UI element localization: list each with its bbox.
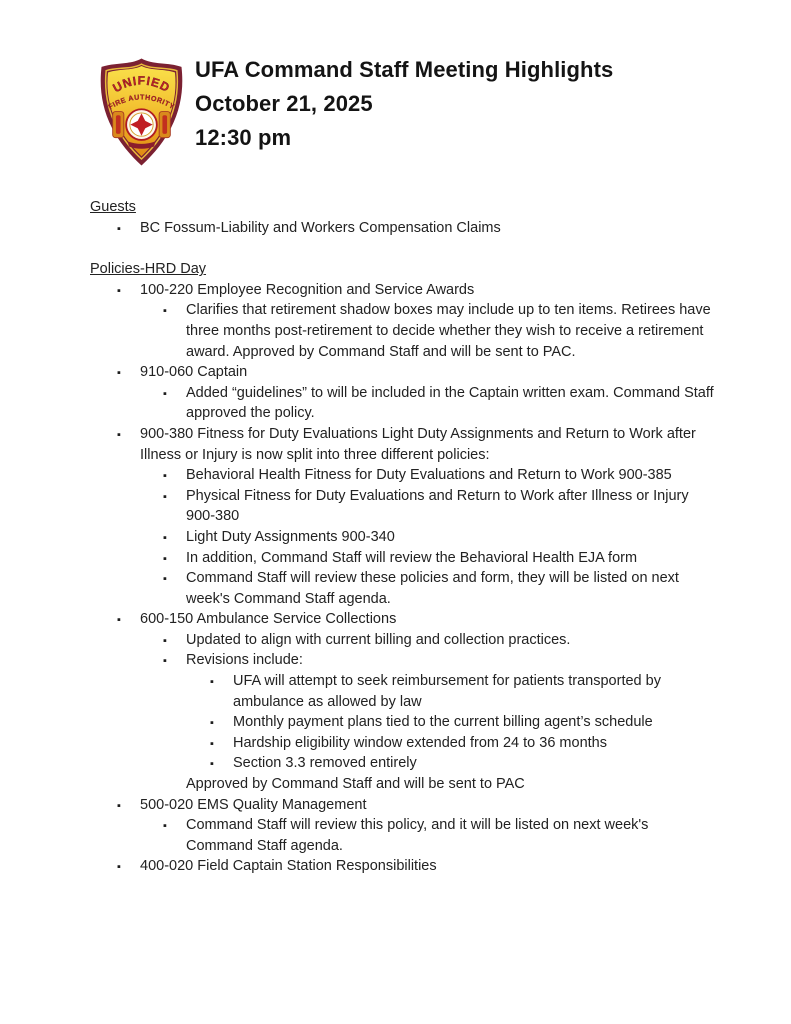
- bullet-icon: ▪: [163, 490, 167, 503]
- list-item: [90, 630, 718, 651]
- list-item: [90, 671, 718, 712]
- bullet-icon: ▪: [163, 305, 167, 318]
- bullet-icon: ▪: [210, 737, 214, 750]
- list-item-text: 900-380 Fitness for Duty Evaluations Light Duty Assignments and Return to Work after Illness or Injury is now split into three different policies:: [140, 425, 696, 463]
- bullet-icon: ▪: [163, 655, 167, 668]
- list-item-text: Monthly payment plans tied to the current billing agent’s schedule: [233, 714, 653, 731]
- bullet-icon: ▪: [210, 758, 214, 771]
- document-body: [90, 197, 718, 877]
- bullet-icon: ▪: [117, 222, 121, 235]
- bullet-icon: ▪: [117, 861, 121, 874]
- list-item-text: Section 3.3 removed entirely: [233, 755, 417, 772]
- list-item: [90, 650, 718, 671]
- bullet-icon: ▪: [210, 717, 214, 730]
- logo-arc-top-text: UNIFIED: [110, 73, 173, 96]
- bullet-icon: ▪: [163, 531, 167, 544]
- bullet-icon: ▪: [163, 387, 167, 400]
- bullet-icon: ▪: [163, 820, 167, 833]
- list-item: [90, 568, 718, 609]
- list-item-text: In addition, Command Staff will review the Behavioral Health EJA form: [186, 549, 638, 566]
- list-item-text: Command Staff will review this policy, and it will be listed on next week's Command Staff agenda.: [186, 817, 649, 854]
- bullet-icon: ▪: [117, 799, 121, 812]
- list-item-text: Command Staff will review these policies and form, they will be listed on next week's Command Staff agenda.: [186, 570, 679, 607]
- list-item: [90, 424, 718, 465]
- list-item-text: 910-060 Captain: [140, 364, 248, 381]
- bullet-icon: ▪: [117, 284, 121, 297]
- list-item: [90, 362, 718, 383]
- bullet-icon: ▪: [163, 634, 167, 647]
- document-title: [195, 53, 613, 155]
- list-item-text: 500-020 EMS Quality Management: [140, 796, 367, 813]
- list-item-text: Clarifies that retirement shadow boxes may include up to ten items. Retirees have three months post-retirement to decide whether they wish to receive a retirement award. Approved by Command Staff and will be sent to PAC.: [186, 302, 711, 360]
- title-line-3: 12:30 pm: [195, 125, 292, 150]
- list-item: [90, 383, 718, 424]
- document-section: [90, 197, 718, 238]
- list-item-text: Updated to align with current billing and collection practices.: [186, 631, 571, 648]
- list-item: [90, 465, 718, 486]
- list-item-text: Added “guidelines” to will be included in the Captain written exam. Command Staff approved the policy.: [186, 384, 714, 422]
- document-section: [90, 259, 718, 877]
- title-line-2: October 21, 2025: [195, 91, 373, 116]
- list-item: [90, 609, 718, 630]
- list-item: [90, 486, 718, 527]
- list-item: [90, 753, 718, 774]
- list-item-text: UFA will attempt to seek reimbursement for patients transported by ambulance as allowed by law: [233, 673, 661, 710]
- bullet-icon: ▪: [117, 614, 121, 627]
- list-item: [90, 815, 718, 856]
- list-item-text: Revisions include:: [186, 652, 303, 669]
- bullet-icon: ▪: [163, 552, 167, 565]
- list-item: [90, 774, 718, 795]
- list-item-text: Approved by Command Staff and will be sent to PAC: [186, 776, 525, 793]
- list-item: [90, 280, 718, 301]
- list-item: [90, 795, 718, 816]
- list-item: [90, 218, 718, 239]
- list-item: [90, 712, 718, 733]
- list-item-text: Behavioral Health Fitness for Duty Evaluations and Return to Work 900-385: [186, 467, 672, 484]
- section-heading: Guests: [90, 199, 136, 215]
- list-item-text: Physical Fitness for Duty Evaluations and Return to Work after Illness or Injury 900-380: [186, 487, 689, 525]
- list-item-text: Light Duty Assignments 900-340: [186, 528, 395, 545]
- bullet-icon: ▪: [117, 367, 121, 380]
- list-item: [90, 733, 718, 754]
- title-line-1: UFA Command Staff Meeting Highlights: [195, 57, 614, 82]
- logo-center-emblem-icon: [126, 109, 157, 140]
- list-item: [90, 300, 718, 362]
- list-item: [90, 856, 718, 877]
- bullet-icon: ▪: [117, 428, 121, 441]
- list-item-text: 600-150 Ambulance Service Collections: [140, 611, 397, 628]
- bullet-icon: ▪: [210, 676, 214, 689]
- list-item: [90, 548, 718, 569]
- section-heading: Policies-HRD Day: [90, 261, 207, 278]
- list-item: [90, 527, 718, 548]
- bullet-icon: ▪: [163, 470, 167, 483]
- logo-arc-bottom-text: FIRE AUTHORITY: [107, 94, 176, 112]
- list-item-text: Hardship eligibility window extended from 24 to 36 months: [233, 734, 607, 751]
- list-item-text: 400-020 Field Captain Station Responsibilities: [140, 858, 437, 875]
- bullet-icon: ▪: [163, 573, 167, 586]
- ufa-badge-logo: [95, 56, 188, 169]
- ufa-shield-icon: [95, 56, 188, 169]
- list-item-text: BC Fossum-Liability and Workers Compensation Claims: [140, 219, 501, 236]
- list-item-text: 100-220 Employee Recognition and Service Awards: [140, 281, 475, 298]
